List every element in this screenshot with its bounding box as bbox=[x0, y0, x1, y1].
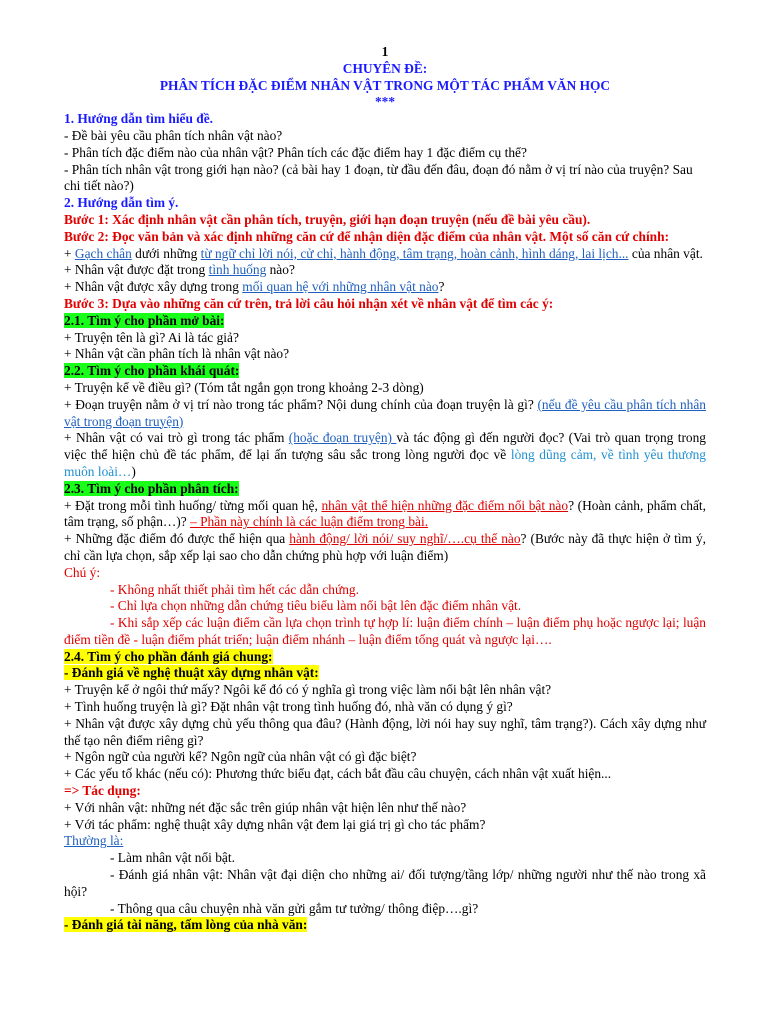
text: và tác động gì đến người đọc? (Vai trò quan trọng trong việc thể hiện chủ đề tác phẩm, để lại ấn tượng sâu sắc trong lòng người đọc về bbox=[64, 430, 706, 463]
section-line bbox=[64, 397, 706, 431]
section-line bbox=[64, 498, 706, 532]
section-line: + Truyện kể về điều gì? (Tóm tắt ngắn gọn trong khoảng 2-3 dòng) bbox=[64, 379, 424, 395]
text: + Những đặc điểm đó được thể hiện qua bbox=[64, 531, 290, 547]
effect-label: => Tác dụng: bbox=[64, 783, 141, 799]
section-line: + Các yếu tố khác (nếu có): Phương thức biểu đạt, cách bắt đầu câu chuyện, cách nhân vật xuất hiện... bbox=[64, 766, 612, 782]
subheading bbox=[64, 917, 706, 934]
text: ? bbox=[438, 279, 445, 295]
section-line: + Với nhân vật: những nét đặc sắc trên giúp nhân vật hiện lên như thế nào? bbox=[64, 799, 467, 815]
document-title: CHUYÊN ĐỀ: bbox=[342, 60, 428, 76]
text: + Nhân vật được đặt trong bbox=[64, 262, 209, 278]
text: nào? bbox=[266, 262, 295, 278]
text: + Đặt trong mỗi tình huống/ từng mối quan hệ, bbox=[64, 497, 322, 513]
cyan-text: lòng dũng cảm, về tình yêu thương muôn loài… bbox=[64, 447, 706, 479]
highlight-heading: 2.4. Tìm ý cho phần đánh giá chung: bbox=[64, 648, 273, 664]
usual-line: - Thông qua câu chuyện nhà văn gửi gắm tư tưởng/ thông điệp….gì? bbox=[110, 900, 479, 916]
underline-link[interactable]: Gạch chân bbox=[74, 245, 132, 261]
note-line: - Chỉ lựa chọn những dẫn chứng tiêu biểu làm nổi bật lên đặc điểm nhân vật. bbox=[110, 598, 522, 614]
usual-line: - Làm nhân vật nổi bật. bbox=[110, 850, 235, 866]
step-1: Bước 1: Xác định nhân vật cần phân tích, truyện, giới hạn đoạn truyện (nếu đề bài yêu cầu). bbox=[64, 211, 591, 227]
section-line: + Truyện tên là gì? Ai là tác giả? bbox=[64, 329, 239, 345]
text: + Nhân vật có vai trò gì trong tác phẩm bbox=[64, 430, 289, 446]
segment-note-link[interactable]: (nếu đề yêu cầu phân tích nhân vật trong đoạn truyện) bbox=[64, 396, 707, 429]
subheading bbox=[64, 665, 706, 682]
highlight-subheading: - Đánh giá về nghệ thuật xây dựng nhân vật: bbox=[64, 665, 319, 681]
segment-link[interactable]: (hoặc đoạn truyện) bbox=[288, 430, 397, 446]
red-underline-text: hành động/ lời nói/ suy nghĩ/….cụ thể nào bbox=[289, 531, 521, 547]
section-1-line: - Phân tích đặc điểm nào của nhân vật? Phân tích các đặc điểm hay 1 đặc điểm cụ thể? bbox=[64, 144, 527, 160]
red-underline-text: nhân vật thể hiện những đặc điểm nổi bật nào bbox=[321, 497, 569, 513]
highlight-heading: 2.2. Tìm ý cho phần khái quát: bbox=[64, 363, 240, 379]
section-line: + Ngôn ngữ của người kể? Ngôn ngữ của nhân vật có gì đặc biệt? bbox=[64, 749, 417, 765]
step-2: Bước 2: Đọc văn bản và xác định những căn cứ để nhận diện đặc điểm của nhân vật. Một số căn cứ chính: bbox=[64, 228, 670, 244]
section-1-line: - Đề bài yêu cầu phân tích nhân vật nào? bbox=[64, 127, 283, 143]
usual-label bbox=[64, 833, 706, 850]
text: ? (Hoàn cảnh, phẩm chất, tâm trạng, số phận…)? bbox=[64, 497, 706, 530]
criterion-line bbox=[64, 262, 706, 279]
section-line: + Nhân vật cần phân tích là nhân vật nào? bbox=[64, 346, 290, 362]
text: + Nhân vật được xây dựng trong bbox=[64, 279, 243, 295]
highlight-subheading: - Đánh giá tài năng, tấm lòng của nhà văn: bbox=[64, 917, 308, 933]
section-1-heading: 1. Hướng dẫn tìm hiểu đề. bbox=[64, 111, 214, 127]
text: + bbox=[64, 245, 75, 261]
text: + Đoạn truyện nằm ở vị trí nào trong tác phẩm? Nội dung chính của đoạn truyện là gì? bbox=[64, 396, 538, 412]
usual-link[interactable]: Thường là: bbox=[64, 833, 124, 849]
section-line: + Tình huống truyện là gì? Đặt nhân vật trong tình huống đó, nhà văn có dụng ý gì? bbox=[64, 699, 513, 715]
step-3: Bước 3: Dựa vào những căn cứ trên, trả lời câu hỏi nhận xét về nhân vật để tìm các ý: bbox=[64, 295, 554, 311]
keywords-link[interactable]: từ ngữ chỉ lời nói, cử chỉ, hành động, tâm trạng, hoàn cảnh, hình dáng, lai lịch... bbox=[200, 245, 629, 261]
text: của nhân vật. bbox=[628, 245, 703, 261]
red-underline-text: – Phần này chính là các luận điểm trong bài. bbox=[190, 514, 429, 530]
section-1-line: - Phân tích nhân vật trong giới hạn nào? (cả bài hay 1 đoạn, từ đầu đến đâu, đoạn đó nằm ở vị trí nào của truyện? Sau chi tiết nào?) bbox=[64, 161, 693, 194]
note-line: - Khi sắp xếp các luận điểm cần lựa chọn trình tự hợp lí: luận điểm chính – luận điểm phụ hoặc ngược lại; luận điểm tiền đề - luận điểm phát triển; luận điểm nhánh – luận điểm tổng quát và ngược lại…. bbox=[64, 615, 706, 647]
document-subtitle: PHÂN TÍCH ĐẶC ĐIỂM NHÂN VẬT TRONG MỘT TÁC PHẨM VĂN HỌC bbox=[159, 77, 611, 93]
section-2-4-heading bbox=[64, 649, 706, 666]
section-line: + Nhân vật được xây dựng chủ yếu thông qua đâu? (Hành động, lời nói hay suy nghĩ, tâm trạng?). Cách xây dựng như thế tạo nên điểm riêng gì? bbox=[64, 715, 706, 748]
section-line: + Truyện kể ở ngôi thứ mấy? Ngôi kể đó có ý nghĩa gì trong việc làm nổi bật lên nhân vật? bbox=[64, 682, 552, 698]
section-2-2-heading bbox=[64, 363, 706, 380]
section-line bbox=[64, 430, 706, 480]
title-stars: *** bbox=[374, 94, 396, 110]
highlight-heading: 2.1. Tìm ý cho phần mở bài: bbox=[64, 312, 225, 328]
situation-link[interactable]: tình huống bbox=[208, 262, 267, 278]
text: dưới những bbox=[131, 245, 201, 261]
text: ) bbox=[131, 463, 136, 479]
section-2-1-heading bbox=[64, 313, 706, 330]
criterion-line bbox=[64, 246, 706, 263]
highlight-heading: 2.3. Tìm ý cho phần phân tích: bbox=[64, 480, 239, 496]
criterion-line bbox=[64, 279, 706, 296]
section-2-3-heading bbox=[64, 481, 706, 498]
section-line bbox=[64, 531, 706, 565]
relationship-link[interactable]: mối quan hệ với những nhân vật nào bbox=[242, 279, 439, 295]
page-number: 1 bbox=[381, 44, 389, 59]
usual-line: - Đánh giá nhân vật: Nhân vật đại diện cho những ai/ đối tượng/tầng lớp/ những người như thế nào trong xã hội? bbox=[64, 867, 706, 899]
note-label: Chú ý: bbox=[64, 564, 101, 580]
text: ? (Bước này đã thực hiện ở tìm ý, chỉ cần lựa chọn, sắp xếp lại sao cho dẫn chứng phù hợp với luận điểm) bbox=[64, 531, 706, 563]
section-2-heading: 2. Hướng dẫn tìm ý. bbox=[64, 195, 179, 211]
section-line: + Với tác phẩm: nghệ thuật xây dựng nhân vật đem lại giá trị gì cho tác phẩm? bbox=[64, 816, 486, 832]
note-line: - Không nhất thiết phải tìm hết các dẫn chứng. bbox=[110, 581, 359, 597]
